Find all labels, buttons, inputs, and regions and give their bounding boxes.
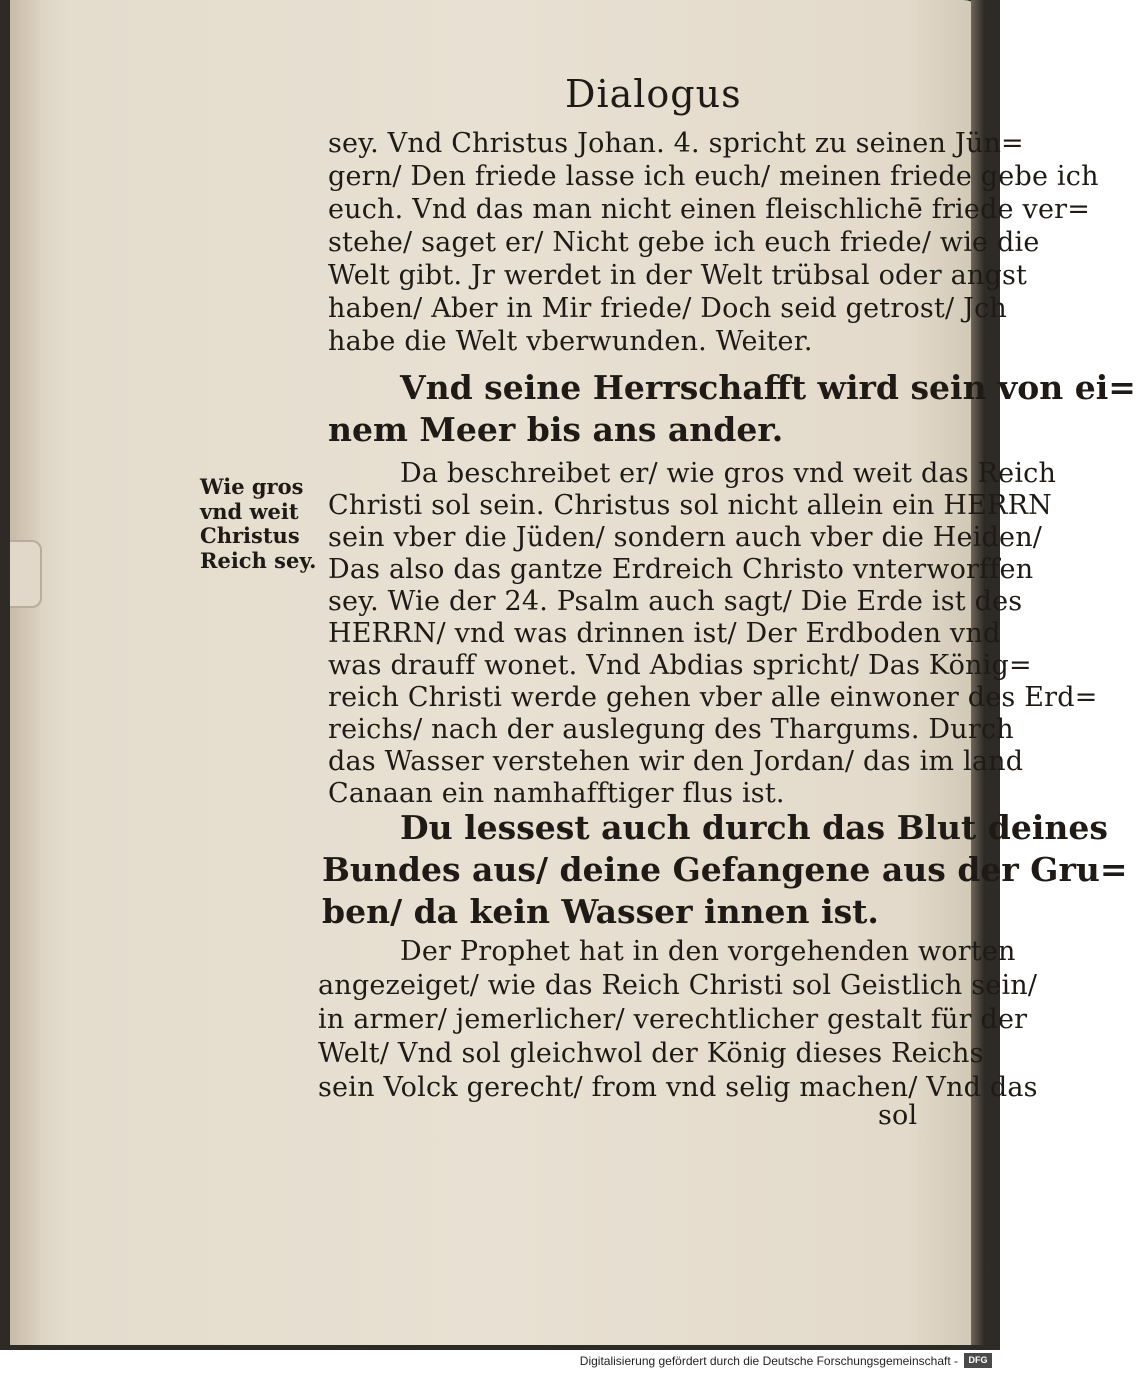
text-line: haben/ Aber in Mir friede/ Doch seid getrost/ Jch [328,293,1008,324]
margin-note: Christus [200,523,300,548]
text-line: das Wasser verstehen wir den Jordan/ das im land [328,746,1024,777]
running-header: Dialogus [565,72,742,116]
text-line: was drauff wonet. Vnd Abdias spricht/ Das König= [328,650,1032,681]
text-line: Welt/ Vnd sol gleichwol der König dieses Reichs [318,1038,984,1069]
margin-note: vnd weit [200,499,299,524]
text-line: gern/ Den friede lasse ich euch/ meinen friede gebe ich [328,161,1099,192]
catchword: sol [878,1100,918,1131]
section-heading: Vnd seine Herrschafft wird sein von ei= [400,368,1136,407]
text-line: Da beschreibet er/ wie gros vnd weit das Reich [400,458,1057,489]
section-heading: Du lessest auch durch das Blut deines [400,808,1108,847]
section-heading: nem Meer bis ans ander. [328,410,784,449]
text-line: habe die Welt vberwunden. Weiter. [328,326,813,357]
text-line: Der Prophet hat in den vorgehenden worten [400,936,1016,967]
section-heading: ben/ da kein Wasser innen ist. [322,892,879,931]
text-line: reichs/ nach der auslegung des Thargums. Durch [328,714,1014,745]
text-line: Christi sol sein. Christus sol nicht allein ein HERRN [328,490,1052,521]
page-tab [10,540,42,608]
text-line: in armer/ jemerlicher/ verechtlicher gestalt für der [318,1004,1028,1035]
footer-bar [0,1350,1000,1375]
margin-note: Wie gros [200,474,304,499]
text-line: angezeiget/ wie das Reich Christi sol Geistlich sein/ [318,970,1038,1001]
dfg-logo-icon: DFG [964,1353,992,1368]
text-line: sein Volck gerecht/ from vnd selig machen/ Vnd das [318,1072,1038,1103]
page-edge [10,0,40,1345]
text-line: Das also das gantze Erdreich Christo vnterworffen [328,554,1034,585]
section-heading: Bundes aus/ deine Gefangene aus der Gru= [322,850,1128,889]
text-line: sey. Vnd Christus Johan. 4. spricht zu seinen Jün= [328,128,1024,159]
text-line: Welt gibt. Jr werdet in der Welt trübsal oder angst [328,260,1028,291]
text-line: sey. Wie der 24. Psalm auch sagt/ Die Erde ist des [328,586,1023,617]
margin-note: Reich sey. [200,548,317,573]
text-line: sein vber die Jüden/ sondern auch vber die Heiden/ [328,522,1043,553]
text-line: Canaan ein namhafftiger flus ist. [328,778,785,809]
funding-credit: Digitalisierung gefördert durch die Deutsche Forschungsgemeinschaft - [579,1354,958,1368]
text-line: reich Christi werde gehen vber alle einwoner des Erd= [328,682,1098,713]
text-line: stehe/ saget er/ Nicht gebe ich euch friede/ wie die [328,227,1040,258]
text-line: HERRN/ vnd was drinnen ist/ Der Erdboden vnd [328,618,1001,649]
text-line: euch. Vnd das man nicht einen fleischlichē friede ver= [328,194,1091,225]
